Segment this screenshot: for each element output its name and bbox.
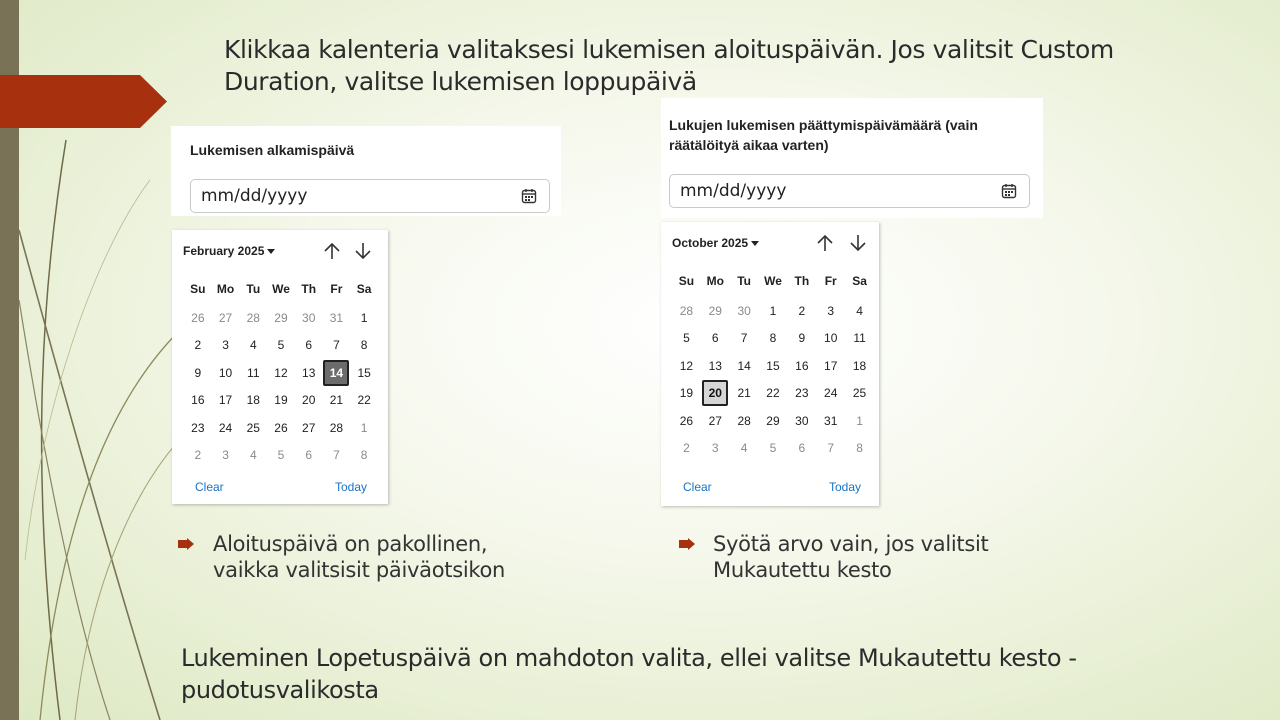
picker-month-label: October 2025 (672, 236, 749, 250)
day-cell[interactable]: 21 (737, 386, 751, 401)
month-year-dropdown[interactable] (672, 236, 759, 250)
day-cell[interactable]: 5 (769, 441, 777, 456)
day-cell[interactable]: 12 (679, 358, 694, 373)
end-date-label-line1: Lukujen lukemisen päättymispäivämäärä (vain (669, 117, 978, 133)
day-cell[interactable]: 1 (360, 310, 368, 325)
end-date-label (669, 115, 1039, 155)
day-cell[interactable]: 29 (274, 310, 288, 325)
day-cell[interactable]: 30 (795, 413, 809, 428)
end-date-card (661, 98, 1043, 218)
day-cell[interactable]: 8 (360, 448, 368, 463)
picker-month-label: February 2025 (183, 244, 265, 258)
day-cell[interactable]: 28 (329, 420, 344, 435)
day-cell[interactable]: 26 (191, 310, 205, 325)
weekday-label: Mo (216, 282, 235, 296)
day-cell[interactable]: 28 (737, 413, 751, 428)
day-cell[interactable]: 5 (277, 448, 285, 463)
end-date-picker (661, 222, 879, 506)
weekday-label: Tu (737, 274, 752, 288)
day-cell[interactable]: 14 (323, 359, 351, 387)
day-cell[interactable]: 11 (247, 365, 260, 380)
month-year-dropdown[interactable] (183, 244, 275, 258)
weekday-label: Mo (706, 274, 724, 288)
bullet-arrow-icon (679, 538, 695, 550)
clear-button[interactable]: Clear (683, 480, 712, 494)
day-cell[interactable]: 30 (302, 310, 316, 325)
day-cell[interactable]: 5 (277, 338, 285, 353)
day-cell[interactable]: 21 (329, 393, 344, 408)
day-cell[interactable]: 24 (218, 420, 233, 435)
weekday-label: Tu (246, 282, 261, 296)
weekday-label: Sa (852, 274, 867, 288)
day-cell[interactable]: 25 (246, 420, 260, 435)
day-cell[interactable]: 20 (701, 380, 730, 408)
day-cell[interactable]: 5 (683, 331, 690, 346)
day-cell[interactable]: 27 (708, 413, 722, 428)
bullet-custom-duration (713, 531, 988, 583)
bullet-line: Mukautettu kesto (713, 558, 892, 582)
weekday-label: Sa (356, 282, 372, 296)
day-cell[interactable]: 8 (769, 331, 777, 346)
end-date-label-line2: räätälöityä aikaa varten) (669, 137, 829, 153)
day-cell[interactable]: 19 (679, 386, 694, 401)
day-cell[interactable]: 25 (852, 386, 867, 401)
day-cell[interactable]: 14 (737, 358, 751, 373)
day-cell[interactable]: 18 (246, 393, 260, 408)
bullet-start-required (213, 531, 505, 583)
arrow-down-icon[interactable] (352, 240, 374, 262)
day-cell[interactable]: 30 (737, 303, 751, 318)
day-cell[interactable]: 1 (769, 303, 777, 318)
bullet-line: vaikka valitsisit päiväotsikon (213, 558, 506, 582)
day-grid (184, 304, 378, 469)
today-button[interactable]: Today (829, 480, 862, 494)
day-cell[interactable]: 3 (711, 441, 719, 456)
day-cell[interactable]: 17 (824, 358, 838, 373)
day-cell[interactable]: 18 (852, 358, 867, 373)
day-cell[interactable]: 7 (827, 441, 835, 456)
weekday-label: Th (301, 282, 317, 296)
day-cell[interactable]: 27 (302, 420, 316, 435)
day-cell[interactable]: 4 (249, 448, 257, 463)
calendar-icon[interactable] (521, 188, 537, 204)
day-cell[interactable]: 22 (766, 386, 780, 401)
day-cell[interactable]: 6 (711, 331, 719, 346)
day-cell[interactable]: 15 (766, 358, 780, 373)
day-cell[interactable]: 11 (853, 331, 866, 346)
weekday-label: Fr (824, 274, 837, 288)
day-cell[interactable]: 19 (274, 393, 288, 408)
calendar-icon[interactable] (1001, 183, 1017, 199)
day-cell[interactable]: 13 (302, 365, 316, 380)
day-cell[interactable]: 4 (249, 338, 257, 353)
day-cell[interactable]: 31 (329, 310, 344, 325)
day-cell[interactable]: 10 (824, 331, 838, 346)
day-cell[interactable]: 26 (274, 420, 288, 435)
day-cell[interactable]: 20 (302, 393, 316, 408)
day-cell[interactable]: 4 (856, 303, 863, 318)
day-grid (672, 297, 874, 462)
start-date-label: Lukemisen alkamispäivä (190, 142, 355, 158)
day-cell[interactable]: 31 (824, 413, 838, 428)
weekday-label: Fr (330, 282, 343, 296)
day-cell[interactable]: 6 (798, 441, 806, 456)
weekday-label: We (272, 282, 290, 296)
today-button[interactable]: Today (335, 480, 368, 494)
day-cell[interactable]: 29 (766, 413, 780, 428)
day-cell[interactable]: 22 (357, 393, 371, 408)
day-cell[interactable]: 3 (827, 303, 835, 318)
day-cell[interactable]: 8 (360, 338, 368, 353)
day-cell[interactable]: 15 (357, 365, 371, 380)
day-cell[interactable]: 12 (274, 365, 288, 380)
day-cell[interactable]: 2 (798, 303, 806, 318)
clear-button[interactable]: Clear (195, 480, 224, 494)
day-cell[interactable]: 7 (333, 338, 340, 353)
day-cell[interactable]: 3 (222, 338, 229, 353)
start-date-card (171, 126, 561, 216)
day-cell[interactable]: 16 (795, 358, 809, 373)
day-cell[interactable]: 26 (679, 413, 694, 428)
day-cell[interactable]: 1 (856, 413, 863, 428)
day-cell[interactable]: 7 (740, 331, 748, 346)
weekday-header (184, 275, 378, 303)
end-date-input[interactable] (669, 174, 1030, 208)
weekday-label: Th (794, 274, 810, 288)
weekday-header (672, 267, 874, 295)
weekday-label: Su (678, 274, 695, 288)
arrow-down-icon[interactable] (847, 232, 869, 254)
day-cell[interactable]: 27 (218, 310, 233, 325)
start-date-placeholder: mm/dd/yyyy (201, 186, 308, 206)
day-cell[interactable]: 23 (191, 420, 205, 435)
day-cell[interactable]: 29 (708, 303, 722, 318)
day-cell[interactable]: 17 (218, 393, 233, 408)
day-cell[interactable]: 6 (305, 338, 313, 353)
day-cell[interactable]: 2 (683, 441, 690, 456)
arrow-up-icon[interactable] (814, 232, 836, 254)
bullet-arrow-icon (178, 538, 194, 550)
day-cell[interactable]: 9 (798, 331, 806, 346)
day-cell[interactable]: 2 (194, 448, 202, 463)
bullet-line: Aloituspäivä on pakollinen, (213, 532, 488, 556)
accent-arrow (0, 75, 167, 128)
day-cell[interactable]: 1 (360, 420, 368, 435)
bottom-note: Lukeminen Lopetuspäivä on mahdoton valita, ellei valitse Mukautettu kesto -pudotusvalikosta (181, 644, 1077, 704)
day-cell[interactable]: 24 (824, 386, 838, 401)
day-cell[interactable]: 28 (679, 303, 694, 318)
start-date-picker (172, 230, 388, 504)
day-cell[interactable]: 23 (795, 386, 809, 401)
weekday-label: We (764, 274, 782, 288)
slide-title: Klikkaa kalenteria valitaksesi lukemisen aloituspäivän. Jos valitsit Custom Duration, valitse lukemisen loppupäivä (224, 35, 1114, 96)
arrow-up-icon[interactable] (321, 240, 343, 262)
day-cell[interactable]: 13 (708, 358, 722, 373)
day-cell[interactable]: 28 (246, 310, 260, 325)
weekday-label: Su (190, 282, 206, 296)
caret-down-icon (267, 249, 275, 254)
day-cell[interactable]: 6 (305, 448, 313, 463)
bullet-line: Syötä arvo vain, jos valitsit (713, 532, 989, 556)
caret-down-icon (751, 241, 759, 246)
day-cell[interactable]: 2 (194, 338, 202, 353)
day-cell[interactable]: 16 (191, 393, 205, 408)
day-cell[interactable]: 9 (194, 365, 202, 380)
day-cell[interactable]: 10 (218, 365, 233, 380)
start-date-input[interactable] (190, 179, 550, 213)
day-cell[interactable]: 7 (333, 448, 340, 463)
day-cell[interactable]: 3 (222, 448, 229, 463)
day-cell[interactable]: 8 (856, 441, 863, 456)
end-date-placeholder: mm/dd/yyyy (680, 181, 787, 201)
day-cell[interactable]: 4 (740, 441, 748, 456)
